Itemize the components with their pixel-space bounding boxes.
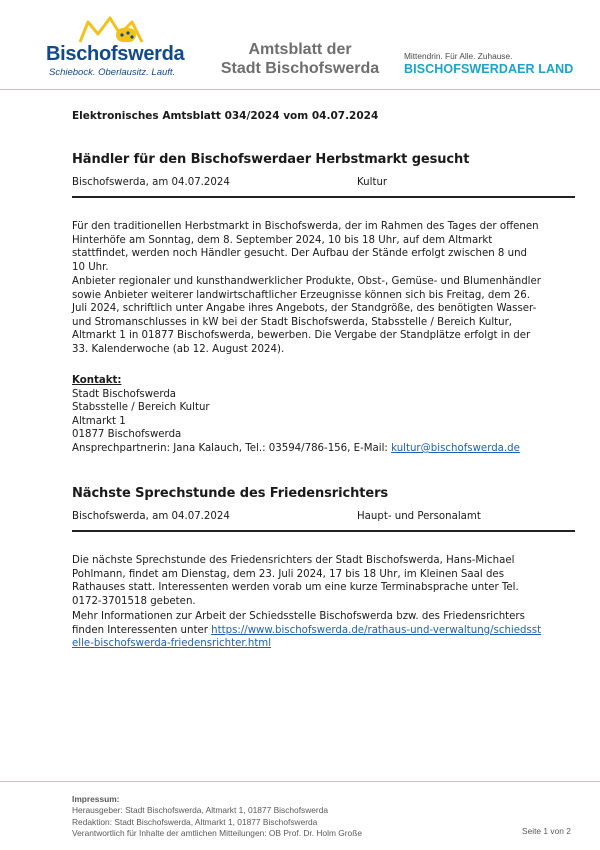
article-2-more-info	[72, 610, 542, 651]
logo-city-name: Bischofswerda	[46, 43, 185, 65]
impressum-title: Impressum:	[72, 794, 120, 804]
crown-logo-icon	[76, 16, 148, 46]
bischofswerdaer-land-logo	[404, 51, 573, 76]
article-1-contact	[72, 374, 542, 456]
issue-title: Elektronisches Amtsblatt 034/2024 vom 04.07.2024	[72, 110, 379, 122]
impressum-line: Verantwortlich für Inhalte der amtlichen Mitteilungen: OB Prof. Dr. Holm Große	[72, 828, 362, 839]
contact-label: Kontakt:	[72, 375, 122, 386]
article-1-paragraph-2: Anbieter regionaler und kunsthandwerklicher Produkte, Obst-, Gemüse- und Blumenhändler sowie Anbieter weiterer landwirtschaftlicher Erzeugnisse können sich bis Freitag, dem 26. Juli 2024, schriftlich unter Angabe ihres Angebots, der Standgröße, des benötigten Wasser- und Stromanschlusses in kW bei der Stadt Bischofswerda, Stabsstelle / Bereich Kultur, Altmarkt 1 in 01877 Bischofswerda, bewerben. Die Vergabe der Standplätze erfolgt in der 33. Kalenderwoche (ab 12. August 2024).	[72, 276, 541, 355]
article-1-category: Kultur	[357, 177, 388, 188]
contact-person: Ansprechpartnerin: Jana Kalauch, Tel.: 03594/786-156, E-Mail:	[72, 442, 392, 454]
contact-line: 01877 Bischofswerda	[72, 429, 182, 441]
land-tagline: Mittendrin. Für Alle. Zuhause.	[404, 51, 513, 61]
article-1-rule	[72, 196, 575, 198]
article-2-category: Haupt- und Personalamt	[357, 511, 481, 522]
more-info-text: Mehr Informationen zur Arbeit der Schiedsstelle Bischofswerda bzw. des Friedensrichters finden Interessenten unter	[72, 611, 525, 636]
article-2-rule	[72, 530, 575, 532]
article-2-place-date: Bischofswerda, am 04.07.2024	[72, 511, 230, 522]
contact-email-link[interactable]: kultur@bischofswerda.de	[391, 442, 520, 454]
impressum-line: Herausgeber: Stadt Bischofswerda, Altmarkt 1, 01877 Bischofswerda	[72, 805, 329, 816]
title-line-2: Stadt Bischofswerda	[220, 60, 380, 77]
article-1-meta	[72, 177, 575, 188]
article-1-place-date: Bischofswerda, am 04.07.2024	[72, 177, 230, 188]
impressum	[72, 794, 362, 840]
footer-divider	[0, 781, 600, 782]
article-1-paragraph-1: Für den traditionellen Herbstmarkt in Bischofswerda, der im Rahmen des Tages der offenen Hinterhöfe am Sonntag, dem 8. September 2024, 10 bis 18 Uhr, auf dem Altmarkt stattfindet, werden noch Händler gesucht. Der Aufbau der Stände erfolgt zwischen 8 und 10 Uhr.	[72, 221, 539, 273]
header-divider	[0, 89, 600, 90]
bischofswerda-logo	[46, 16, 186, 82]
article-2-title: Nächste Sprechstunde des Friedensrichters	[72, 486, 389, 501]
contact-line: Stabsstelle / Bereich Kultur	[72, 402, 210, 414]
contact-line: Stadt Bischofswerda	[72, 388, 177, 400]
page-title	[200, 40, 400, 78]
land-name: BISCHOFSWERDAER LAND	[404, 62, 574, 76]
page-number: Seite 1 von 2	[522, 826, 571, 836]
impressum-line: Redaktion: Stadt Bischofswerda, Altmarkt 1, 01877 Bischofswerda	[72, 816, 318, 827]
more-info-link[interactable]: https://www.bischofswerda.de/rathaus-und-verwaltung/schiedsstelle-bischofswerda-friedensrichter.html	[72, 624, 542, 650]
page-header	[0, 0, 600, 84]
contact-line: Altmarkt 1	[72, 415, 126, 427]
article-1-title: Händler für den Bischofswerdaer Herbstmarkt gesucht	[72, 152, 470, 167]
article-2-paragraph-1: Die nächste Sprechstunde des Friedensrichters der Stadt Bischofswerda, Hans-Michael Pohlmann, findet am Dienstag, dem 23. Juli 2024, 17 bis 18 Uhr, im Kleinen Saal des Rathauses statt. Interessenten werden vorab um eine kurze Terminabsprache unter Tel. 0172-3701518 gebeten.	[72, 555, 519, 607]
article-2-meta	[72, 511, 575, 522]
title-line-1: Amtsblatt der	[248, 41, 352, 58]
contact-person-line	[72, 442, 542, 456]
logo-tagline: Schiebock. Oberlausitz. Lauft.	[49, 67, 176, 78]
